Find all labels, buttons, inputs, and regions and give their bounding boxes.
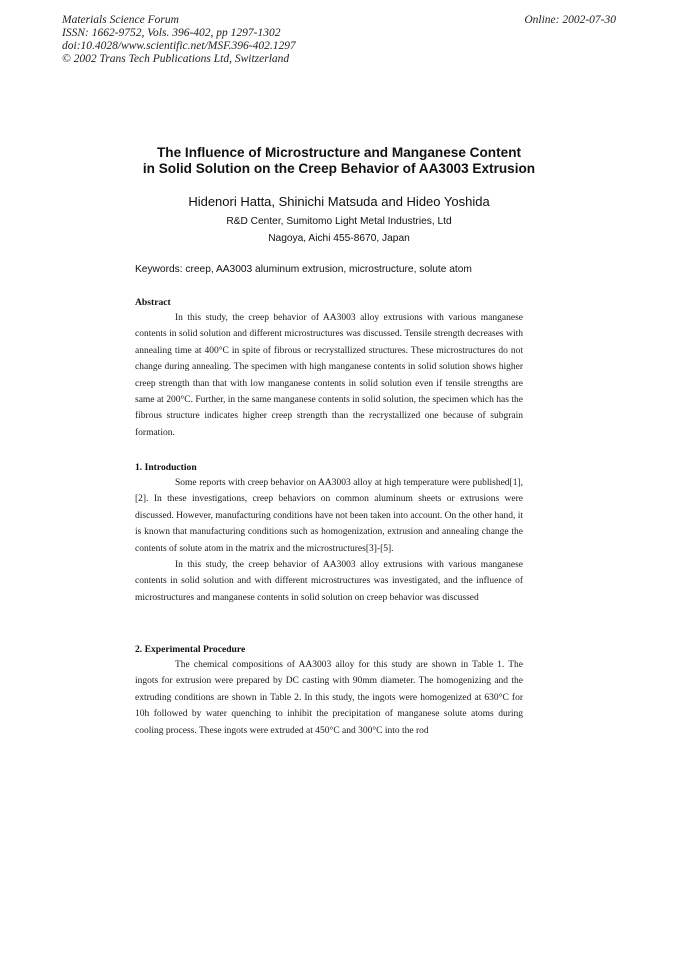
- abstract-text: In this study, the creep behavior of AA3003 alloy extrusions with various manganese contents in solid solution and different microstructures was discussed. Tensile strength decreases with annealing time at 400°C in spite of fibrous or recrystallized structures. These microstructures do not change during annealing. The specimen with high manganese contents in solid solution shows higher creep strength than that with low manganese contents in solid solution even if tensile strengths are same at 200°C. Further, in the same manganese contents in solid solution, the specimen which has the fibrous structure indicates higher creep strength than the recrystallized one because of subgrain formation.: [135, 313, 523, 438]
- introduction-paragraph-2: In this study, the creep behavior of AA3003 alloy extrusions with various manganese contents in solid solution and with different microstructures was investigated, and the influence of microstructures and manganese contents in solid solution on creep behavior was discussed: [135, 560, 523, 603]
- experimental-paragraph-1: The chemical compositions of AA3003 alloy for this study are shown in Table 1. The ingots for extrusion were prepared by DC casting with 90mm diameter. The homogenizing and the extruding conditions are shown in Table 2. In this study, the ingots were homogenized at 630°C for 10h followed by water quenching to inhibit the precipitation of manganese solute atoms during cooling process. These ingots were extruded at 450°C and 300°C into the rod: [135, 660, 523, 736]
- affiliation: [0, 213, 678, 247]
- publication-info: [62, 14, 296, 66]
- abstract-heading: Abstract: [135, 297, 171, 308]
- online-date: Online: 2002-07-30: [524, 14, 616, 26]
- title-line-1: The Influence of Microstructure and Manganese Content: [156, 145, 522, 160]
- affiliation-line-1: R&D Center, Sumitomo Light Metal Industries, Ltd: [226, 216, 452, 227]
- introduction-section: [135, 461, 523, 606]
- keywords: Keywords: creep, AA3003 aluminum extrusion, microstructure, solute atom: [135, 264, 472, 275]
- experimental-section: [135, 643, 523, 739]
- paper-title: [0, 145, 678, 177]
- experimental-heading: 2. Experimental Procedure: [135, 644, 246, 655]
- doi-line: doi:10.4028/www.scientific.net/MSF.396-402.1297: [62, 40, 296, 52]
- copyright-line: © 2002 Trans Tech Publications Ltd, Switzerland: [62, 53, 290, 65]
- author-list: Hidenori Hatta, Shinichi Matsuda and Hideo Yoshida: [188, 194, 490, 209]
- abstract-section: [135, 296, 523, 441]
- title-line-2: in Solid Solution on the Creep Behavior of AA3003 Extrusion: [142, 161, 536, 176]
- introduction-heading: 1. Introduction: [135, 462, 197, 473]
- issn-line: ISSN: 1662-9752, Vols. 396-402, pp 1297-1302: [62, 27, 281, 39]
- journal-name: Materials Science Forum: [62, 14, 179, 26]
- introduction-paragraph-1: Some reports with creep behavior on AA3003 alloy at high temperature were published[1],[2]. In these investigations, creep behaviors on common aluminum sheets or extrusions were discussed. However, manufacturing conditions have not been taken into account. On the other hand, it is known that manufacturing conditions such as homogenization, extrusion and annealing change the contents of solute atom in the matrix and the microstructures[3]-[5].: [135, 478, 523, 554]
- affiliation-line-2: Nagoya, Aichi 455-8670, Japan: [268, 233, 410, 244]
